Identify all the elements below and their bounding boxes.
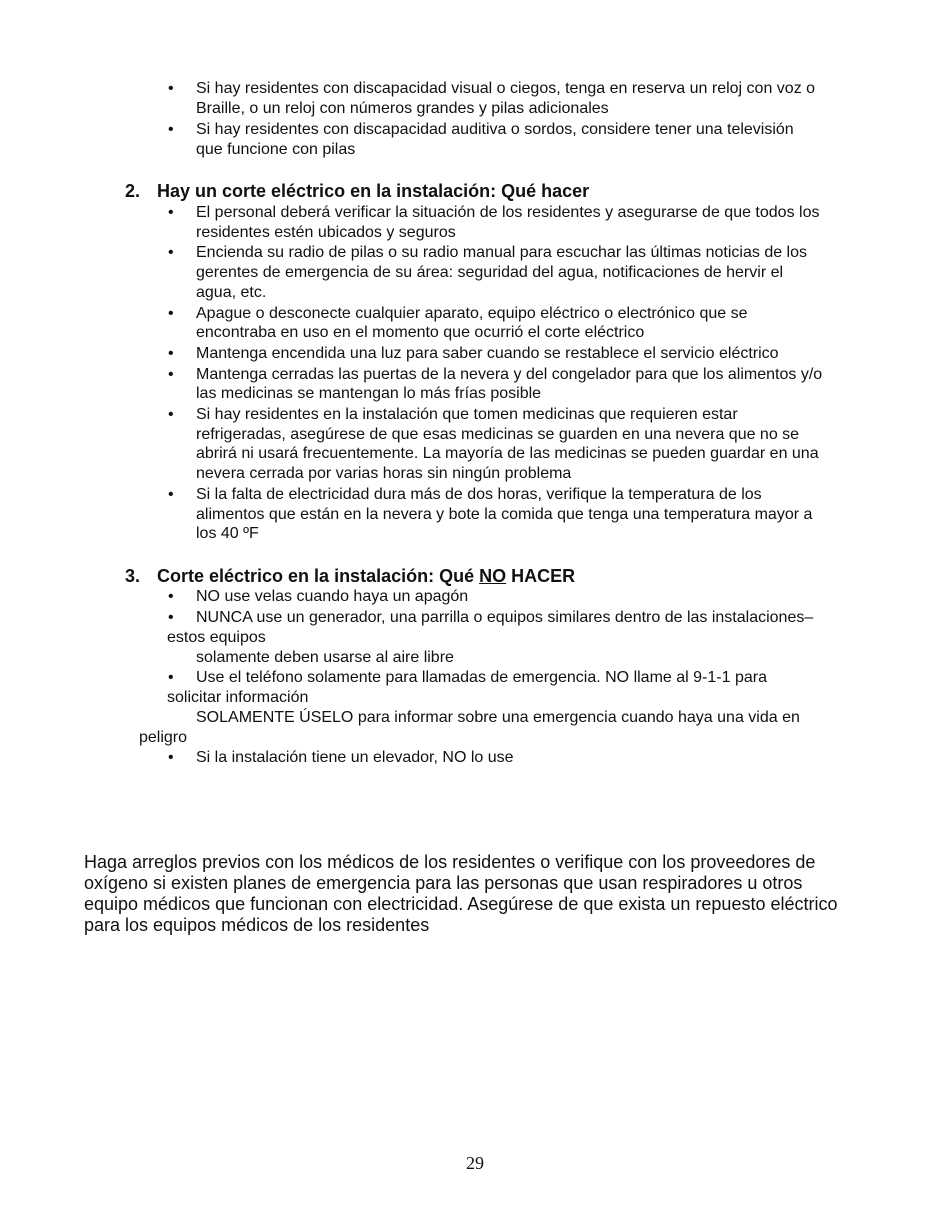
bullet-icon: • [168,204,174,221]
bullet-icon: • [168,305,174,322]
bullet-icon: • [168,588,174,605]
list-item-line: Si la instalación tiene un elevador, NO lo use [196,749,514,766]
section-title-emphasis: NO [479,566,507,586]
bullet-icon: • [168,669,174,686]
list-item-line: Si hay residentes con discapacidad visual o ciegos, tenga en reserva un reloj con voz o [196,80,816,97]
list-item-line: gerentes de emergencia de su área: seguridad del agua, notificaciones de hervir el [196,264,784,281]
list-item-line: abrirá ni usará frecuentemente. La mayoría de las medicinas se pueden guardar en una [196,445,819,462]
bullet-icon: • [168,486,174,503]
list-item-line: Use el teléfono solamente para llamadas de emergencia. NO llame al 9-1-1 para [196,669,767,686]
section-3-heading [125,565,685,587]
section-title [157,565,575,587]
paragraph-line: oxígeno si existen planes de emergencia para las personas que usan respiradores u otros [84,873,803,893]
list-item-line: NUNCA use un generador, una parrilla o equipos similares dentro de las instalaciones– [196,609,814,626]
list-item-line: solicitar información [167,689,309,706]
paragraph-line: equipo médicos que funcionan con electricidad. Asegúrese de que exista un repuesto eléctrico [84,894,838,914]
list-item-line: Si hay residentes con discapacidad auditiva o sordos, considere tener una televisión [196,121,794,138]
list-item-line: peligro [139,729,188,746]
page-number: 29 [466,1153,484,1173]
list-item-line: Si hay residentes en la instalación que tomen medicinas que requieren estar [196,406,738,423]
list-item-line: alimentos que están en la nevera y bote la comida que tenga una temperatura mayor a [196,506,813,523]
bullet-icon: • [168,749,174,766]
bullet-icon: • [168,244,174,261]
section-number: 2. [125,181,141,201]
paragraph-line: para los equipos médicos de los residentes [84,915,430,935]
list-item-line: SOLAMENTE ÚSELO para informar sobre una emergencia cuando haya una vida en [196,709,800,726]
bullet-icon: • [168,406,174,423]
list-item-line: Mantenga cerradas las puertas de la nevera y del congelador para que los alimentos y/o [196,366,823,383]
list-item-line: agua, etc. [196,284,267,301]
list-item-line: nevera cerrada por varias horas sin ningún problema [196,465,572,482]
list-item-line: Braille, o un reloj con números grandes y pilas adicionales [196,100,609,117]
section-title-suffix: HACER [506,566,576,586]
list-item-line: solamente deben usarse al aire libre [196,649,454,666]
list-item-line: residentes estén ubicados y seguros [196,224,456,241]
section-number: 3. [125,566,141,586]
paragraph-line: Haga arreglos previos con los médicos de los residentes o verifique con los proveedores de [84,852,816,872]
bullet-icon: • [168,345,174,362]
list-item-line: Encienda su radio de pilas o su radio manual para escuchar las últimas noticias de los [196,244,808,261]
list-item-line: refrigeradas, asegúrese de que esas medicinas se guarden en una nevera que no se [196,426,800,443]
list-item-line: NO use velas cuando haya un apagón [196,588,469,605]
section-title: Hay un corte eléctrico en la instalación: Qué hacer [157,181,590,201]
bullet-icon: • [168,609,174,626]
list-item-line: Apague o desconecte cualquier aparato, equipo eléctrico o electrónico que se [196,305,748,322]
section-2-heading [125,180,685,202]
list-item-line: Si la falta de electricidad dura más de dos horas, verifique la temperatura de los [196,486,762,503]
bullet-icon: • [168,121,174,138]
list-item-line: encontraba en uso en el momento que ocurrió el corte eléctrico [196,324,645,341]
closing-paragraph [84,852,874,936]
list-item-line: El personal deberá verificar la situación de los residentes y asegurarse de que todos los [196,204,820,221]
bullet-icon: • [168,366,174,383]
list-item-line: las medicinas se mantengan lo más frías posible [196,385,542,402]
section-title-prefix: Corte eléctrico en la instalación: Qué [157,566,480,586]
list-item-line: estos equipos [167,629,266,646]
list-item-line: los 40 ºF [196,525,259,542]
list-item-line: que funcione con pilas [196,141,356,158]
bullet-icon: • [168,80,174,97]
list-item-line: Mantenga encendida una luz para saber cuando se restablece el servicio eléctrico [196,345,779,362]
